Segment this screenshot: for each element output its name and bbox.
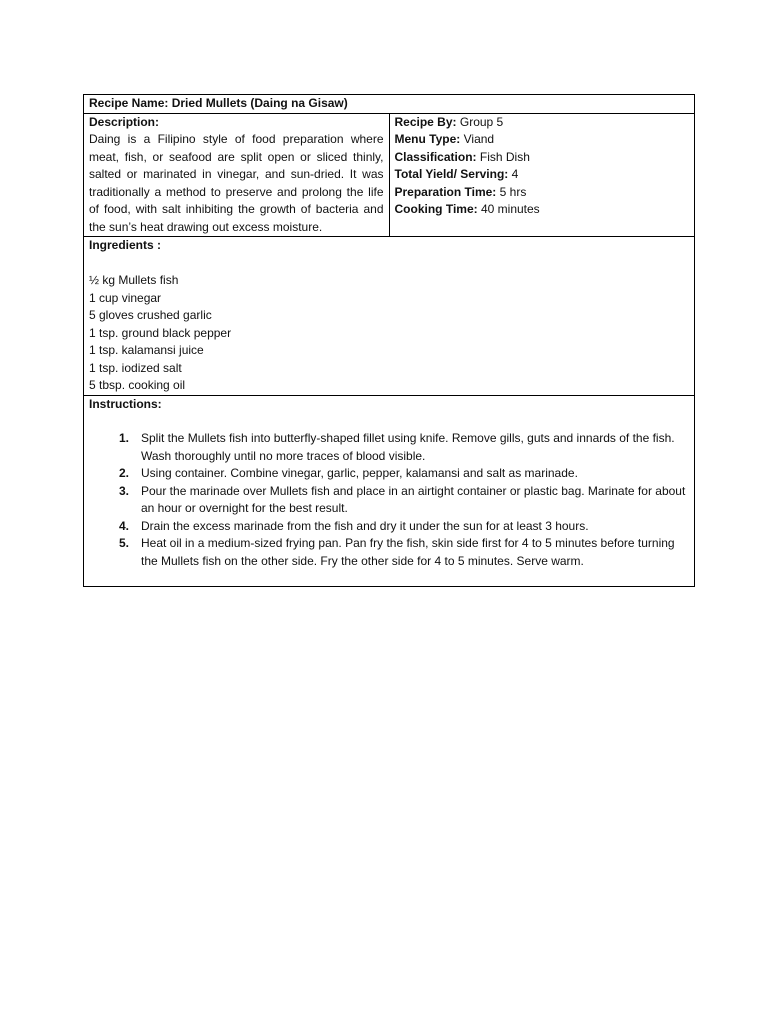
description-label: Description:	[89, 114, 160, 129]
meta-label: Cooking Time:	[394, 202, 478, 216]
meta-total-yield	[395, 166, 690, 184]
step-number: 4.	[119, 518, 130, 533]
instructions-label: Instructions:	[89, 396, 162, 411]
meta-recipe-by	[395, 114, 690, 132]
instruction-step	[119, 518, 689, 536]
ingredient-item: 1 tsp. kalamansi juice	[89, 343, 204, 357]
ingredient-item: 5 gloves crushed garlic	[89, 308, 212, 322]
instructions-row	[84, 395, 695, 587]
meta-menu-type	[395, 131, 690, 149]
ingredient-item: 5 tbsp. cooking oil	[89, 378, 186, 392]
instructions-cell	[84, 395, 695, 587]
meta-value: 40 minutes	[480, 202, 540, 216]
meta-value: Fish Dish	[479, 149, 530, 164]
meta-label: Total Yield/ Serving:	[394, 167, 509, 181]
step-text: Drain the excess marinade from the fish and dry it under the sun for at least 3 hours.	[141, 518, 589, 533]
meta-preparation-time	[395, 184, 690, 202]
ingredient-item: 1 tsp. ground black pepper	[89, 325, 232, 340]
recipe-name: Dried Mullets (Daing na Gisaw)	[171, 96, 348, 110]
instruction-step	[119, 535, 689, 570]
recipe-name-label: Recipe Name:	[89, 96, 169, 110]
description-row	[84, 113, 695, 237]
meta-label: Classification:	[394, 149, 477, 164]
step-number: 2.	[119, 466, 130, 480]
meta-cooking-time	[395, 201, 690, 219]
ingredients-label: Ingredients :	[89, 238, 162, 252]
step-number: 5.	[119, 536, 130, 550]
ingredient-item: 1 tsp. iodized salt	[89, 360, 182, 375]
instruction-step	[119, 483, 689, 518]
meta-label: Menu Type:	[394, 132, 461, 146]
instruction-step	[119, 465, 689, 483]
step-text: Heat oil in a medium-sized frying pan. Pan fry the fish, skin side first for 4 to 5 minutes before turning the Mullets fish on the other side. Fry the other side for 4 to 5 minutes. Serve warm.	[141, 536, 675, 568]
recipe-table	[83, 94, 695, 587]
ingredient-item: ½ kg Mullets fish	[89, 273, 179, 287]
ingredients-cell	[84, 237, 695, 396]
instruction-step	[119, 430, 689, 465]
meta-label: Preparation Time:	[394, 184, 497, 199]
recipe-name-cell	[84, 95, 695, 114]
step-text: Split the Mullets fish into butterfly-shaped fillet using knife. Remove gills, guts and innards of the fish. Wash thoroughly until no more traces of blood visible.	[141, 431, 675, 463]
ingredients-row	[84, 237, 695, 396]
step-number: 3.	[119, 483, 130, 498]
description-text: Daing is a Filipino style of food preparation where meat, fish, or seafood are split open or sliced thinly, salted or marinated in vinegar, and sun-dried. It was traditionally a method to preserve and prolong the life of food, with salt inhibiting the growth of bacteria and the sun’s heat drawing out excess moisture.	[89, 132, 384, 234]
step-text: Using container. Combine vinegar, garlic, pepper, kalamansi and salt as marinade.	[141, 466, 578, 480]
meta-classification	[395, 149, 690, 167]
recipe-name-row	[84, 95, 695, 114]
step-text: Pour the marinade over Mullets fish and place in an airtight container or plastic bag. Marinate for about an hour or overnight for the best result.	[141, 483, 686, 515]
meta-value: Group 5	[459, 114, 504, 129]
meta-value: 4	[511, 167, 519, 181]
meta-label: Recipe By:	[394, 114, 457, 129]
ingredients-list	[89, 272, 689, 395]
step-number: 1.	[119, 431, 130, 445]
meta-value: 5 hrs	[499, 184, 527, 199]
instructions-list	[89, 430, 689, 570]
meta-cell	[389, 113, 695, 237]
meta-value: Viand	[463, 132, 495, 146]
ingredient-item: 1 cup vinegar	[89, 290, 162, 305]
recipe-name-heading	[89, 96, 348, 110]
description-cell	[84, 113, 390, 237]
